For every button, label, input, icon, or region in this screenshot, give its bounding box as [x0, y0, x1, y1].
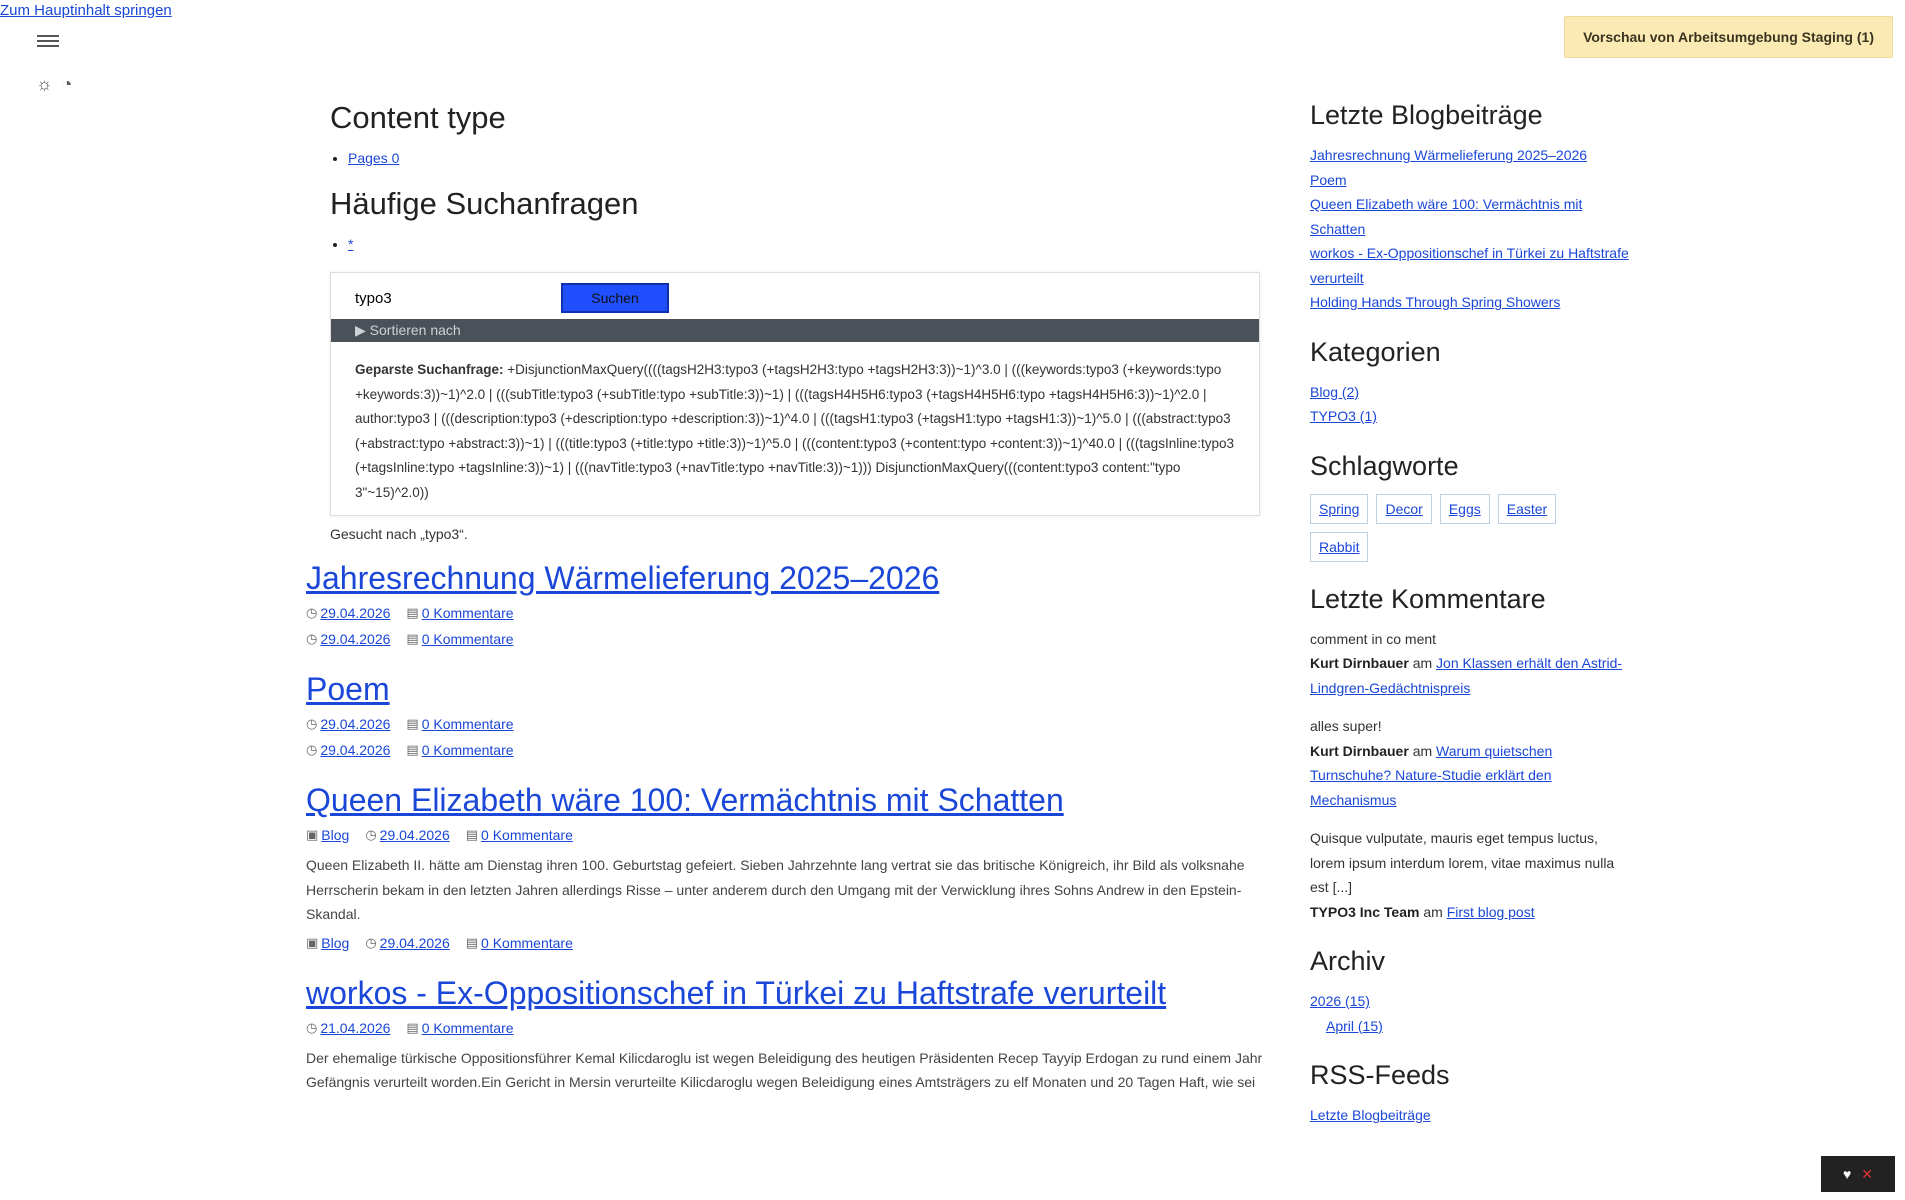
frequent-searches-heading: Häufige Suchanfragen [330, 186, 639, 221]
search-form [330, 272, 1260, 516]
post-title [306, 560, 1306, 597]
post-meta [306, 1020, 1306, 1036]
result-post [306, 671, 1306, 758]
archive-month-link[interactable]: April (15) [1326, 1017, 1383, 1034]
latest-comments-widget [1310, 584, 1630, 925]
post-comments-link[interactable]: 0 Kommentare [481, 934, 573, 951]
comment-author: Kurt Dirnbauer [1310, 655, 1409, 671]
comment-on: am [1412, 742, 1433, 759]
archive-year-link[interactable]: 2026 (15) [1310, 993, 1370, 1009]
tag-link[interactable]: Rabbit [1310, 532, 1368, 562]
post-title-link[interactable]: Jahresrechnung Wärmelieferung 2025–2026 [306, 560, 940, 596]
categories-widget [1310, 337, 1630, 429]
latest-post-link[interactable]: Holding Hands Through Spring Showers [1310, 294, 1561, 310]
latest-comments-heading: Letzte Kommentare [1310, 583, 1546, 614]
post-meta [306, 742, 1306, 758]
rss-heading: RSS-Feeds [1310, 1060, 1450, 1090]
post-title-link[interactable]: Poem [306, 671, 390, 707]
frequent-searches-list [330, 236, 1280, 252]
clock-icon: ◷ [306, 631, 318, 646]
comment-icon: ▤ [465, 827, 479, 842]
comment-icon: ▤ [406, 631, 419, 646]
content-type-heading: Content type [330, 100, 506, 135]
search-row [331, 281, 1259, 315]
tags-widget [1310, 451, 1630, 562]
comment-item [1310, 826, 1630, 924]
post-date-link[interactable]: 29.04.2026 [320, 742, 391, 758]
clock-icon: ◷ [365, 827, 377, 842]
result-post [306, 782, 1306, 951]
comment-icon: ▤ [465, 934, 479, 950]
post-title-link[interactable]: Queen Elizabeth wäre 100: Vermächtnis mit Schatten [306, 782, 1064, 818]
tag-link[interactable]: Eggs [1440, 494, 1490, 524]
comment-author: TYPO3 Inc Team [1310, 903, 1420, 920]
clock-icon: ◷ [306, 716, 318, 731]
latest-post-link[interactable]: Poem [1310, 171, 1347, 188]
latest-post-link[interactable]: workos - Ex-Oppositionschef in Türkei zu Haftstrafe verurteilt [1310, 245, 1629, 286]
post-date-link[interactable]: 29.04.2026 [379, 934, 450, 951]
latest-post-link[interactable]: Jahresrechnung Wärmelieferung 2025–2026 [1310, 147, 1588, 163]
post-title [306, 782, 1306, 819]
admin-panel-toggle[interactable] [1821, 1156, 1895, 1192]
post-title [306, 671, 1306, 708]
post-meta [306, 935, 1306, 951]
result-post [306, 560, 1306, 647]
hamburger-icon [37, 35, 59, 37]
comment-text: comment in co ment [1310, 630, 1437, 647]
comment-on: am [1412, 655, 1433, 671]
result-post [306, 975, 1306, 1095]
post-comments-link[interactable]: 0 Kommentare [481, 827, 573, 843]
category-link[interactable]: Blog (2) [1310, 383, 1360, 400]
folder-icon: ▣ [306, 827, 319, 842]
hamburger-icon-line [37, 45, 59, 47]
comment-post-link[interactable]: First blog post [1446, 903, 1535, 920]
post-title-link[interactable]: workos - Ex-Oppositionschef in Türkei zu Haftstrafe verurteilt [306, 974, 1167, 1011]
post-category-link[interactable]: Blog [321, 934, 350, 951]
post-date-link[interactable]: 29.04.2026 [379, 827, 450, 843]
post-meta [306, 716, 1306, 732]
post-comments-link[interactable]: 0 Kommentare [421, 742, 514, 758]
tag-link[interactable]: Easter [1498, 494, 1556, 524]
tag-link[interactable]: Decor [1376, 494, 1431, 524]
comment-text: alles super! [1310, 718, 1382, 734]
rss-list [1310, 1103, 1630, 1128]
clock-icon: ◷ [306, 605, 318, 620]
post-comments-link[interactable]: 0 Kommentare [421, 605, 514, 621]
frequent-search-link[interactable]: * [348, 236, 354, 252]
main-content [306, 100, 1280, 1101]
post-category-link[interactable]: Blog [321, 827, 350, 843]
comment-post-link[interactable]: Warum quietschen Turnschuhe? Nature-Studie erklärt den Mechanismus [1310, 742, 1553, 808]
categories-list [1310, 380, 1630, 429]
post-date-link[interactable]: 29.04.2026 [320, 631, 391, 647]
heart-icon: ♥ [1842, 1166, 1852, 1182]
latest-posts-widget [1310, 100, 1630, 315]
tags-heading: Schlagworte [1310, 450, 1459, 481]
rss-widget [1310, 1060, 1630, 1128]
archive-widget [1310, 946, 1630, 1038]
post-teaser: Queen Elizabeth II. hätte am Dienstag ihren 100. Geburtstag gefeiert. Sieben Jahrzehnte lang vertrat sie das britische Königreich, ihr Bild als volksnahe Herrscherin bekam in den letzten Jahren allerdings Risse – unter anderem durch den Umgang mit der Verwicklung ihres Sohns Andrew in den Epstein-Skandal. [306, 857, 1245, 922]
folder-icon: ▣ [306, 934, 319, 950]
menu-toggle-button[interactable] [37, 32, 59, 50]
comment-icon: ▤ [406, 1019, 419, 1035]
comment-item [1310, 714, 1630, 812]
comment-text: Quisque vulputate, mauris eget tempus luctus, lorem ipsum interdum lorem, vitae maximus nulla est [...] [1310, 830, 1615, 895]
post-date-link[interactable]: 29.04.2026 [320, 605, 391, 621]
sort-toggle[interactable]: ▶ Sortieren nach [331, 319, 1259, 342]
comment-on: am [1423, 903, 1443, 920]
parsed-query-text: +DisjunctionMaxQuery((((tagsH2H3:typo3 (+tagsH2H3:typo +tagsH2H3:3))~1)^3.0 | (((keywords:typo3 (+keywords:typo +keywords:3))~1)^2.0 | (((subTitle:typo3 (+subTitle:typo +subTitle:3))~1) | (((tagsH4H5H6:typo3 (+tagsH4H5H6:typo +tagsH4H5H6:3))~1)^2.0 | author:typo3 | (((description:typo3 (+description:typo +description:3))~1)^4.0 | (((tagsH1:typo3 (+tagsH1:typo +tagsH1:3))~1)^5.0 | (((abstract:typo3 (+abstract:typo +abstract:3))~1) | (((title:typo3 (+title:typo +title:3))~1)^5.0 | (((content:typo3 (+content:typo +content:3))~1)^40.0 | (((tagsInline:typo3 (+tagsInline:typo +tagsInline:3))~1) | (((navTitle:typo3 (+navTitle:typo +navTitle:3))~1))) DisjunctionMaxQuery(((content:typo3 content:"typo 3"~15)^2.0)) [355, 362, 1234, 500]
parsed-query-label: Geparste Suchanfrage: [355, 362, 504, 377]
post-comments-link[interactable]: 0 Kommentare [421, 631, 514, 647]
post-comments-link[interactable]: 0 Kommentare [421, 1019, 514, 1036]
facet-link[interactable]: Pages 0 [348, 150, 400, 166]
post-meta [306, 631, 1306, 647]
latest-posts-heading: Letzte Blogbeiträge [1310, 100, 1543, 130]
comment-icon: ▤ [406, 742, 419, 757]
searched-for-text: Gesucht nach „typo3“. [330, 526, 468, 542]
sidebar [1310, 100, 1630, 1150]
tag-link[interactable]: Spring [1310, 494, 1368, 524]
tag-cloud [1310, 494, 1610, 562]
close-icon: ✕ [1861, 1165, 1874, 1182]
post-teaser: Der ehemalige türkische Oppositionsführer Kemal Kilicdaroglu ist wegen Beleidigung des heutigen Präsidenten Recep Tayyip Erdogan zu rund einem Jahr Gefängnis verurteilt worden.Ein Gericht in Mersin verurteilte Kilicdaroglu wegen Beleidigung eines Amtsträgers zu elf Monaten und 20 Tagen Haft, wie sei [306, 1049, 1263, 1090]
preview-badge[interactable]: Vorschau von Arbeitsumgebung Staging (1) [1564, 16, 1893, 58]
post-date-link[interactable]: 29.04.2026 [320, 716, 391, 732]
rss-feed-link[interactable]: Letzte Blogbeiträge [1310, 1107, 1431, 1123]
search-button[interactable]: Suchen [561, 283, 669, 313]
clock-icon: ◷ [306, 1019, 318, 1035]
theme-switcher[interactable]: ☼ ◔ [36, 74, 75, 94]
comment-item [1310, 627, 1630, 701]
latest-post-link[interactable]: Queen Elizabeth wäre 100: Vermächtnis mit Schatten [1310, 196, 1583, 237]
post-comments-link[interactable]: 0 Kommentare [421, 716, 514, 732]
archive-list [1310, 989, 1630, 1038]
archive-heading: Archiv [1310, 946, 1386, 976]
post-date-link[interactable]: 21.04.2026 [320, 1019, 391, 1036]
comment-post-link[interactable]: Jon Klassen erhält den Astrid-Lindgren-Gedächtnispreis [1310, 655, 1623, 696]
search-input[interactable] [355, 284, 545, 313]
parsed-query [331, 342, 1259, 509]
post-title [306, 975, 1306, 1012]
category-link[interactable]: TYPO3 (1) [1310, 408, 1377, 424]
comment-icon: ▤ [406, 716, 419, 731]
comment-author: Kurt Dirnbauer [1310, 742, 1409, 759]
clock-icon: ◷ [365, 934, 377, 950]
categories-heading: Kategorien [1310, 336, 1441, 367]
comment-icon: ▤ [406, 605, 419, 620]
post-meta [306, 605, 1306, 621]
list-item [348, 236, 1280, 252]
list-item [348, 150, 1280, 166]
skip-to-content-link[interactable]: Zum Hauptinhalt springen [0, 2, 172, 19]
hamburger-icon-line [37, 40, 59, 42]
post-meta [306, 827, 1306, 843]
clock-icon: ◷ [306, 742, 318, 757]
latest-posts-list [1310, 143, 1630, 315]
content-type-list [330, 150, 1280, 166]
